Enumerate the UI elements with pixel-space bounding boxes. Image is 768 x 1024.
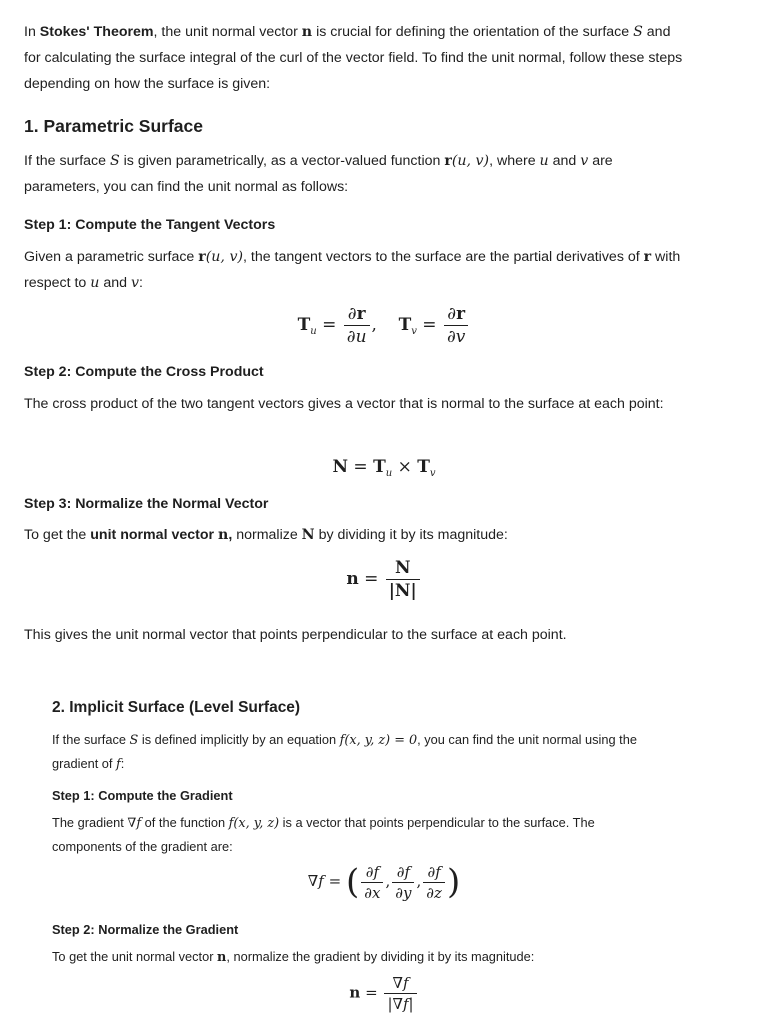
step-heading-gradient: Step 1: Compute the Gradient	[52, 788, 233, 803]
equation-unit-normal-implicit: n = $\frac{\nabla f}{|\nabla f|}$	[0, 974, 768, 1013]
normalize-paragraph: To get the unit normal vector n, normalize N by dividing it by its magnitude:	[24, 527, 508, 543]
fraction-gradient-over-magnitude: $\frac{\nabla f}{|\nabla f|}$	[384, 974, 416, 1013]
fraction-df-dy: $\frac{\partial f}{\partial y}$	[392, 863, 414, 902]
section-heading-parametric: 1. Parametric Surface	[24, 116, 203, 136]
fraction-N-over-magnitude: $\frac{N}{|N|}$	[386, 558, 420, 601]
section-heading-implicit: 2. Implicit Surface (Level Surface)	[52, 699, 301, 716]
tangent-paragraph: Given a parametric surface r(u, v), the tangent vectors to the surface are the partial derivatives of r with respect to u and v:	[24, 249, 681, 291]
step-heading-tangent: Step 1: Compute the Tangent Vectors	[24, 217, 276, 233]
normalize-gradient-paragraph: To get the unit normal vector n, normalize the gradient by dividing it by its magnitude:	[52, 949, 535, 965]
fraction-dr-du: $\frac{\partial r}{\partial u}$	[344, 304, 370, 347]
fraction-df-dz: $\frac{\partial f}{\partial z}$	[423, 863, 445, 902]
math-n: n	[301, 24, 313, 40]
intro-paragraph: In Stokes' Theorem, the unit normal vector n is crucial for defining the orientation of the surface S and for calculating the surface integral of the curl of the vector field. To find the unit normal, follow these steps depending on how the surface is given:	[24, 24, 683, 92]
step-heading-normalize-gradient: Step 2: Normalize the Gradient	[52, 922, 239, 937]
parametric-closing: This gives the unit normal vector that points perpendicular to the surface at each point.	[24, 627, 567, 643]
cross-product-paragraph: The cross product of the two tangent vectors gives a vector that is normal to the surface at each point:	[24, 396, 664, 412]
equation-unit-normal-parametric: n = $\frac{N}{|N|}$	[0, 558, 768, 601]
equation-cross-product: $N = T_u \times T_v$	[332, 457, 436, 479]
fraction-dr-dv: $\frac{\partial r}{\partial v}$	[444, 304, 468, 347]
stokes-theorem-bold: Stokes' Theorem	[39, 24, 154, 40]
math-S: S	[633, 24, 643, 40]
parametric-intro: If the surface S is given parametrically, as a vector-valued function r(u, v), where u and v are parameters, you can find the unit normal as follows:	[24, 153, 613, 195]
equation-gradient: ∇f = ( $\frac{\partial f}{\partial x}$ , $\frac{\partial f}{\partial y}$ , $\frac{\partial f}{\partial z}$ )	[307, 862, 461, 902]
equation-tangent-vectors: $T_u$ = $\frac{\partial r}{\partial u}$ , $T_v$ = $\frac{\partial r}{\partial v}$	[0, 304, 768, 347]
step-heading-cross-product: Step 2: Compute the Cross Product	[24, 364, 264, 380]
implicit-intro: If the surface S is defined implicitly by an equation f(x, y, z) = 0, you can find the unit normal using the gradient of f:	[52, 732, 637, 772]
step-heading-normalize: Step 3: Normalize the Normal Vector	[24, 496, 269, 512]
gradient-paragraph: The gradient ∇f of the function f(x, y, z) is a vector that points perpendicular to the surface. The components of the gradient are:	[52, 815, 595, 854]
fraction-df-dx: $\frac{\partial f}{\partial x}$	[361, 863, 383, 902]
